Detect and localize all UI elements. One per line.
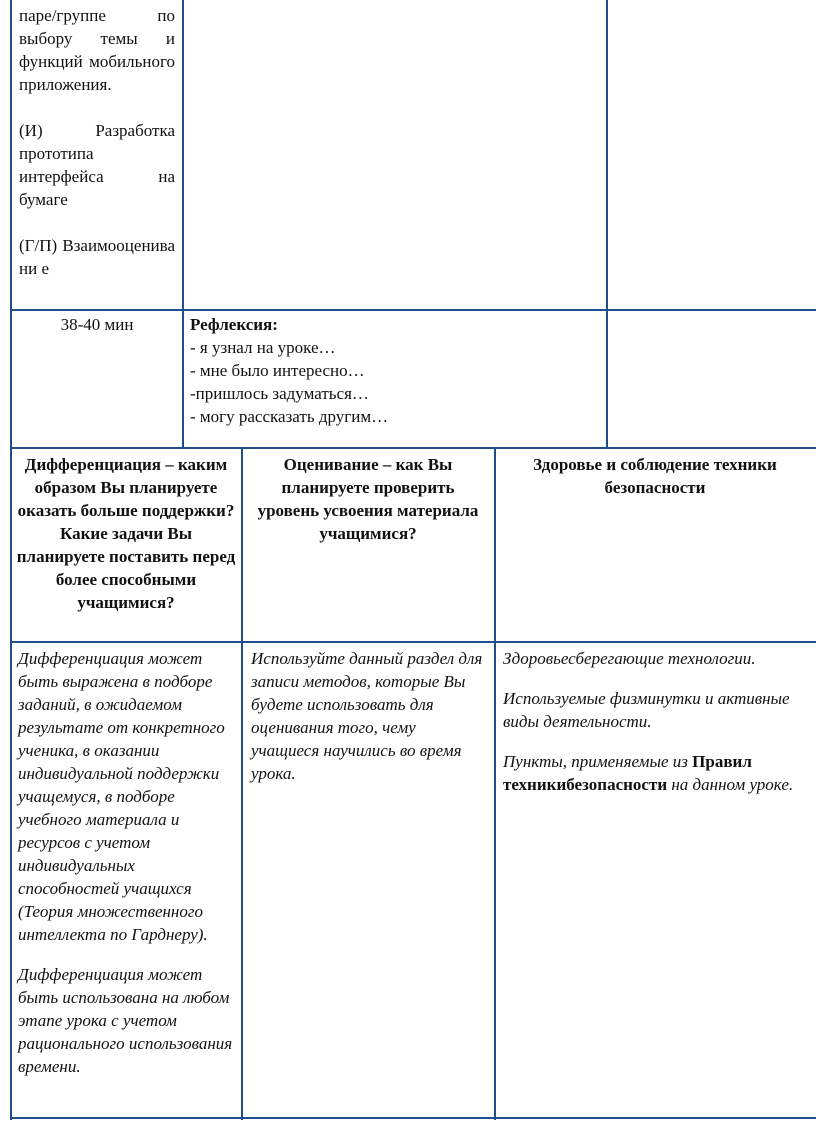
- reflection-title: Рефлексия:: [190, 315, 278, 334]
- time-label: 38-40 мин: [60, 315, 134, 334]
- health-safety-cell: [503, 647, 803, 813]
- reflection-line: - мне было интересно…: [190, 361, 365, 380]
- assessment-paragraph: Используйте данный раздел для записи методов, которые Вы будете использовать для оценивания того, чему учащиеся научились во время урока.: [251, 649, 483, 783]
- header-health-safety: Здоровье и соблюдение техники безопасности: [533, 455, 777, 497]
- activity-description-cell: [19, 4, 175, 280]
- assessment-cell: [251, 647, 487, 802]
- header-differentiation: Дифференциация – каким образом Вы планируете оказать больше поддержки? Какие задачи Вы планируете поставить перед более способными учащимися?: [16, 455, 236, 612]
- safety-rules-bold: Правил техникибезопасности: [503, 752, 752, 794]
- reflection-line: - я узнал на уроке…: [190, 338, 336, 357]
- activity-pair-work: пaре/группе по выбору темы и функций мобильного приложения.: [19, 6, 175, 94]
- activity-prototype: (И) Разработка прототипа интерфейса на бумаге: [19, 121, 175, 209]
- differentiation-cell: [18, 647, 234, 1095]
- differentiation-paragraph: Дифференциация может быть использована на любом этапе урока с учетом рационального использования времени.: [18, 965, 233, 1076]
- reflection-line: -пришлось задуматься…: [190, 384, 369, 403]
- activity-peer-assessment: (Г/П) Взаимооценивани е: [19, 236, 175, 278]
- header-assessment: Оценивание – как Вы планируете проверить уровень усвоения материала учащимися?: [257, 455, 479, 543]
- health-technologies: Здоровьесберегающие технологии.: [503, 649, 756, 668]
- time-cell: [12, 313, 182, 336]
- physical-activities: Используемые физминутки и активные виды деятельности.: [503, 689, 790, 731]
- safety-rules: Пункты, применяемые из Правил техникибезопасности на данном уроке.: [503, 752, 794, 794]
- differentiation-paragraph: Дифференциация может быть выражена в подборе заданий, в ожидаемом результате от конкретного ученика, в оказании индивидуальной поддержки учащемуся, в подборе учебного материала и ресурсов с учетом индивидуальных способностей учащихся (Теория множественного интеллекта по Гарднеру).: [18, 649, 225, 944]
- reflection-cell: [190, 313, 600, 428]
- reflection-line: - могу рассказать другим…: [190, 407, 389, 426]
